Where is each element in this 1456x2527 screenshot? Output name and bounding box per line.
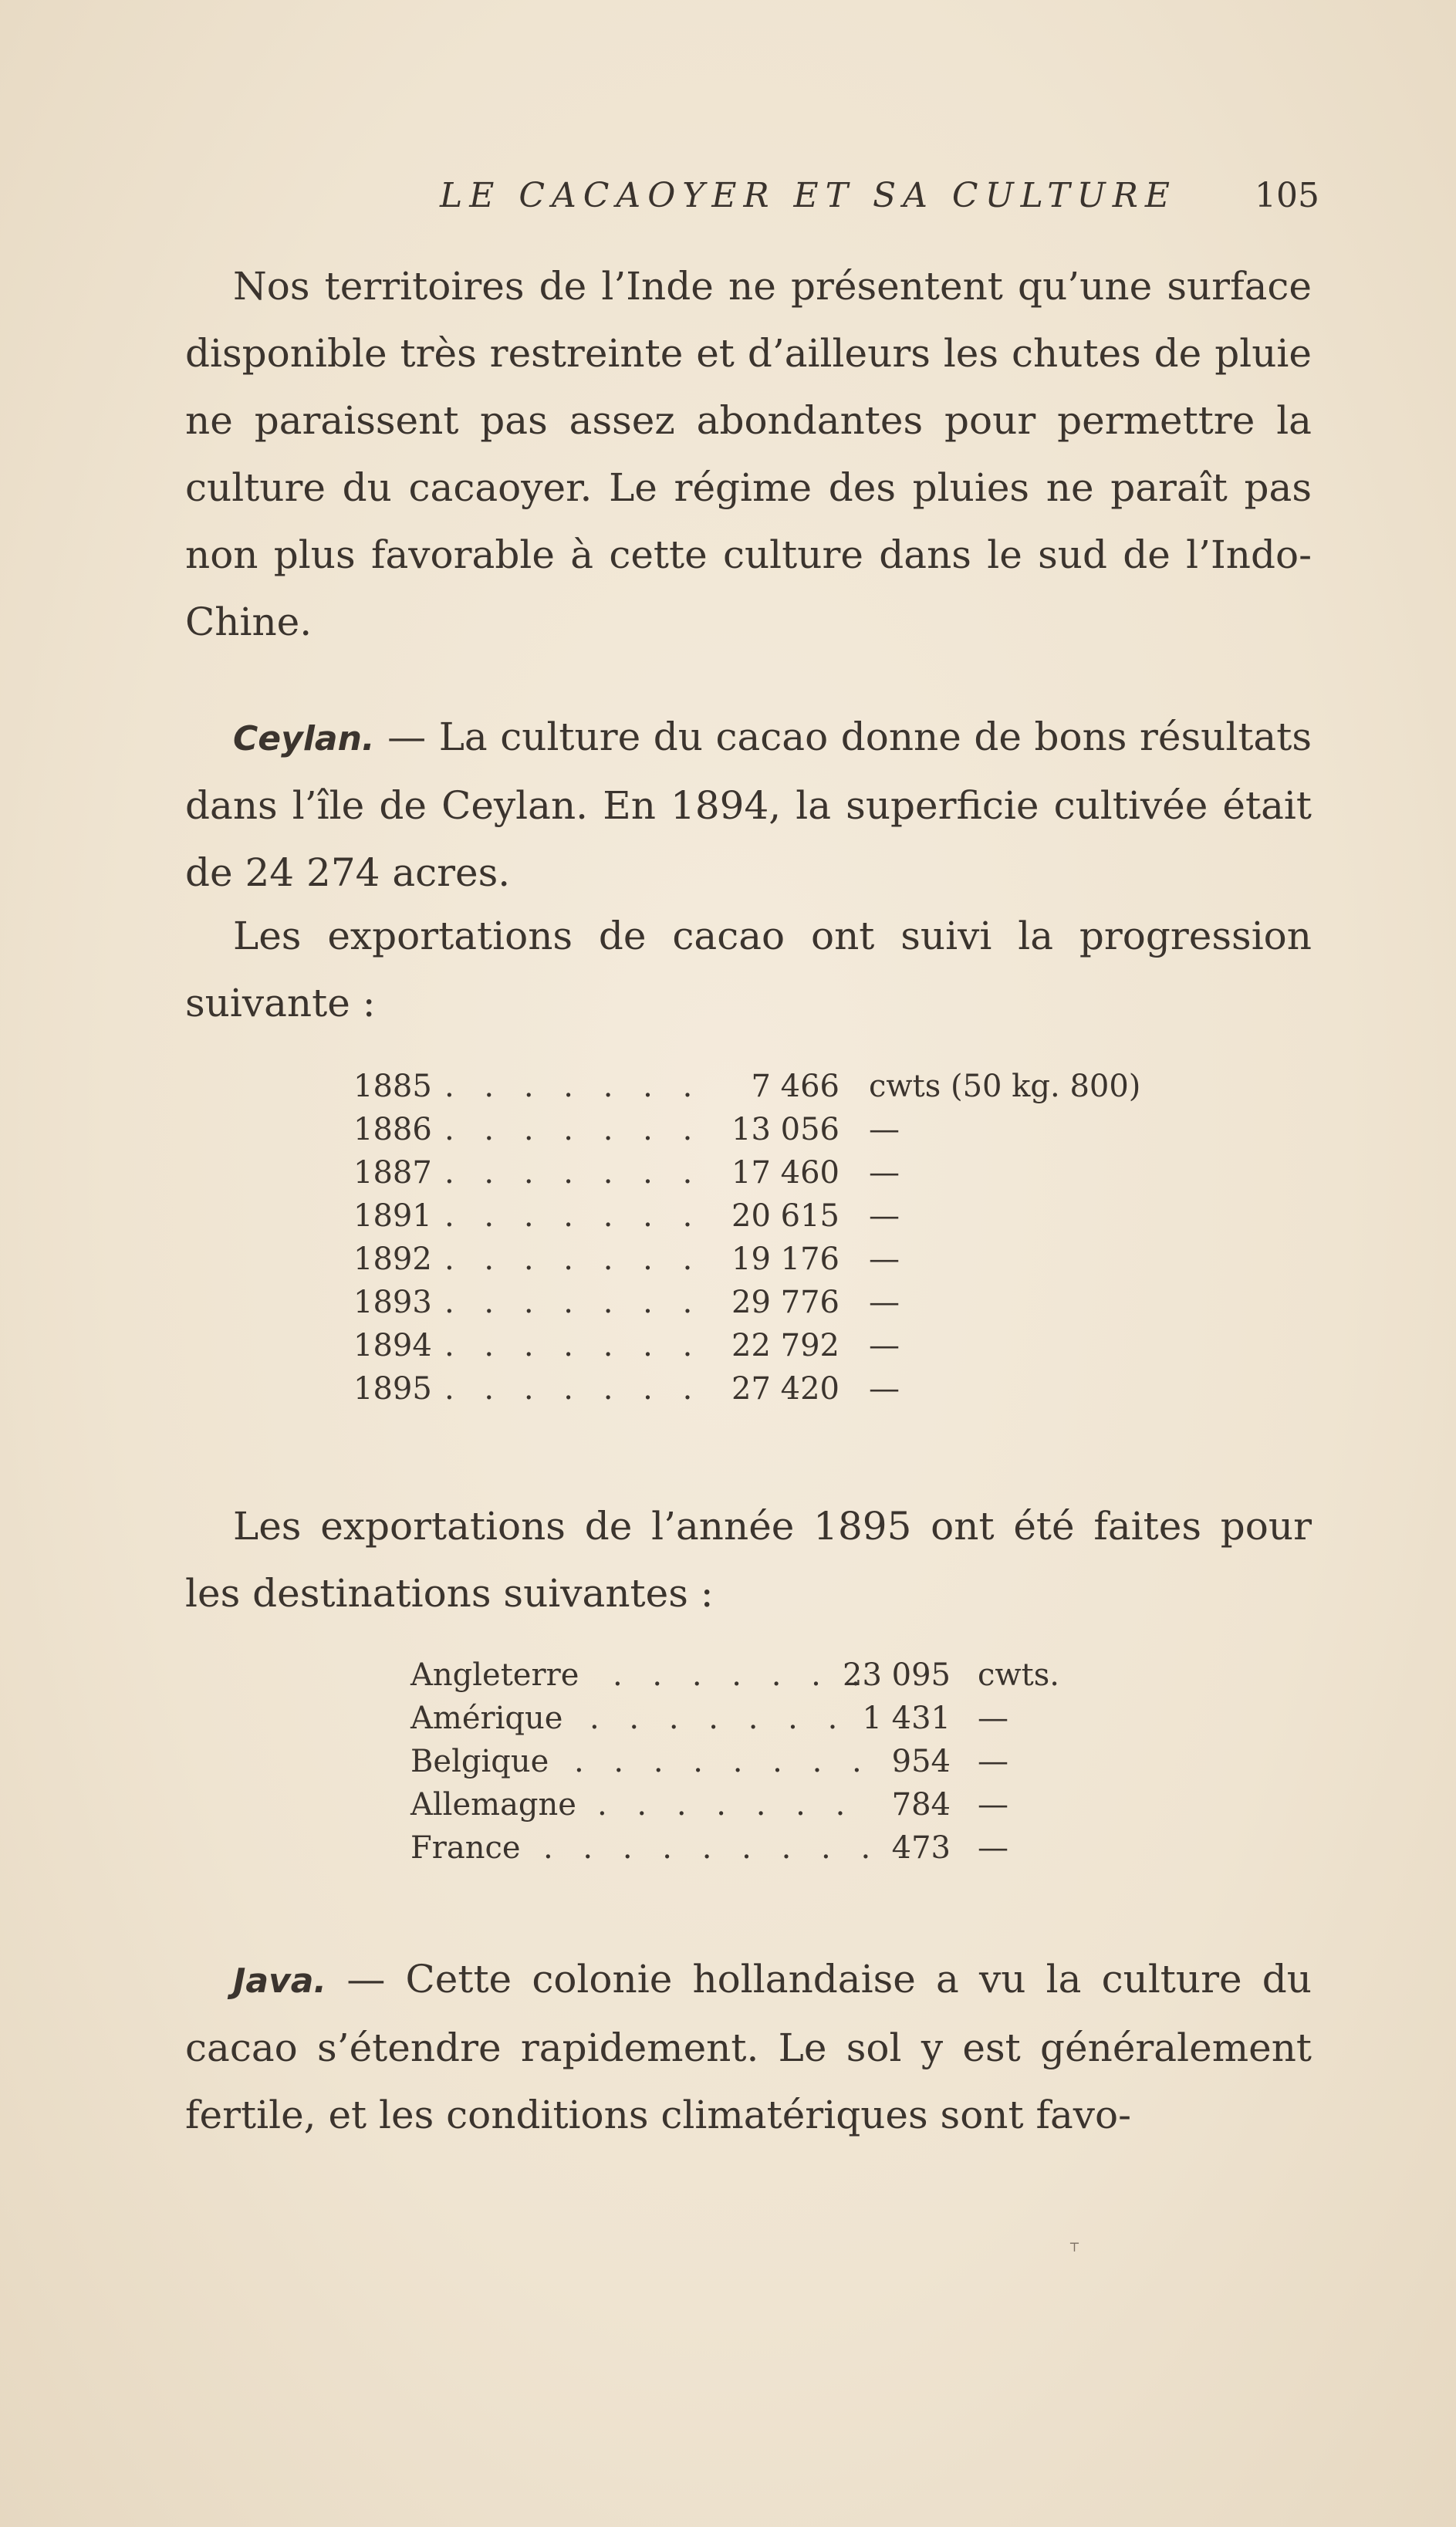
leader-dots: . . . . . . . [444, 1242, 703, 1277]
table-row [410, 1744, 1105, 1787]
leader-dots: . . . . . . . [444, 1155, 703, 1191]
table-row [353, 1328, 1125, 1371]
table-row [410, 1787, 1105, 1830]
running-head [185, 176, 1319, 230]
export-unit: cwts (50 kg. 800) [869, 1069, 1141, 1104]
table-row [353, 1371, 1125, 1414]
destination-unit: — [978, 1744, 1008, 1779]
section-heading-ceylan: Ceylan. [233, 719, 375, 758]
paragraph-ceylan [185, 704, 1312, 907]
export-year: 1894 [353, 1328, 432, 1363]
table-row [353, 1069, 1141, 1112]
export-year: 1886 [353, 1112, 432, 1147]
paragraph-java [185, 1946, 1312, 2149]
destination-country: Belgique [410, 1744, 549, 1779]
export-year: 1895 [353, 1371, 432, 1407]
running-title: LE CACAOYER ET SA CULTURE [440, 176, 1177, 215]
export-unit: — [869, 1328, 900, 1363]
export-value: 20 615 [731, 1198, 839, 1234]
destination-country: Amérique [410, 1701, 563, 1736]
leader-dots: . . . . . . . [444, 1112, 703, 1147]
paragraph-destinations-intro: Les exportations de l’année 1895 ont été faites pour les destinations suivantes : [185, 1504, 1312, 1616]
leader-dots: . . . . . . . [597, 1787, 856, 1823]
table-row [353, 1198, 1125, 1242]
destination-value: 1 431 [862, 1701, 951, 1736]
printer-mark: ⸆ [1069, 2239, 1080, 2262]
destination-country: France [410, 1830, 521, 1866]
page-number: 105 [1255, 176, 1319, 215]
export-unit: — [869, 1242, 900, 1277]
leader-dots: . . . . . . . [444, 1069, 703, 1104]
destination-value: 23 095 [843, 1657, 951, 1693]
export-year: 1893 [353, 1285, 432, 1320]
leader-dots: . . . . . . . [613, 1657, 871, 1693]
destination-country: Allemagne [410, 1787, 576, 1823]
paragraph-exports-intro: Les exportations de cacao ont suivi la progression suivante : [185, 914, 1312, 1025]
export-value: 22 792 [731, 1328, 839, 1363]
table-row [353, 1112, 1125, 1155]
leader-dots: . . . . . . . [444, 1328, 703, 1363]
table-row [353, 1242, 1125, 1285]
export-unit: — [869, 1285, 900, 1320]
paragraph-java-text: — Cette colonie hollandaise a vu la culture du cacao s’étendre rapidement. Le sol y est généralement fertile, et les conditions climatériques sont favo- [185, 1957, 1312, 2137]
export-year: 1885 [353, 1069, 432, 1104]
destination-value: 954 [891, 1744, 951, 1779]
leader-dots: . . . . . . . [444, 1198, 703, 1234]
export-value: 17 460 [731, 1155, 839, 1191]
destination-country: Angleterre [410, 1657, 579, 1693]
export-year: 1891 [353, 1198, 432, 1234]
leader-dots: . . . . . . . [589, 1701, 848, 1736]
export-unit: — [869, 1198, 900, 1234]
destination-unit: — [978, 1830, 1008, 1866]
table-row [410, 1830, 1105, 1873]
table-row [410, 1657, 1105, 1701]
export-year: 1892 [353, 1242, 432, 1277]
export-year: 1887 [353, 1155, 432, 1191]
table-row [353, 1155, 1125, 1198]
leader-dots: . . . . . . . [444, 1371, 703, 1407]
export-value: 19 176 [731, 1242, 839, 1277]
destination-value: 473 [891, 1830, 951, 1866]
paragraph-ceylan-text: — La culture du cacao donne de bons résultats dans l’île de Ceylan. En 1894, la superficie cultivée était de 24 274 acres. [185, 715, 1312, 895]
export-value: 13 056 [731, 1112, 839, 1147]
destination-value: 784 [891, 1787, 951, 1823]
destination-unit: — [978, 1787, 1008, 1823]
export-unit: — [869, 1371, 900, 1407]
destinations-table [410, 1657, 1105, 1873]
exports-table [353, 1069, 1141, 1414]
leader-dots: . . . . . . . . [574, 1744, 872, 1779]
leader-dots: . . . . . . . [444, 1285, 703, 1320]
export-unit: — [869, 1112, 900, 1147]
table-row [410, 1701, 1105, 1744]
export-value: 27 420 [731, 1371, 839, 1407]
destination-unit: — [978, 1701, 1008, 1736]
table-row [353, 1285, 1125, 1328]
destination-unit: cwts. [978, 1657, 1059, 1693]
leader-dots: . . . . . . . . . [543, 1830, 881, 1866]
section-heading-java: Java. [233, 1961, 327, 2001]
export-unit: — [869, 1155, 900, 1191]
export-value: 7 466 [751, 1069, 839, 1104]
paragraph-inde: Nos territoires de l’Inde ne présentent qu’une surface disponible très restreinte et d’ailleurs les chutes de pluie ne paraissent pas assez abondantes pour permettre la culture du cacaoyer. Le régime des pluies ne paraît pas non plus favorable à cette culture dans le sud de l’Indo-Chine. [185, 264, 1312, 644]
export-value: 29 776 [731, 1285, 839, 1320]
